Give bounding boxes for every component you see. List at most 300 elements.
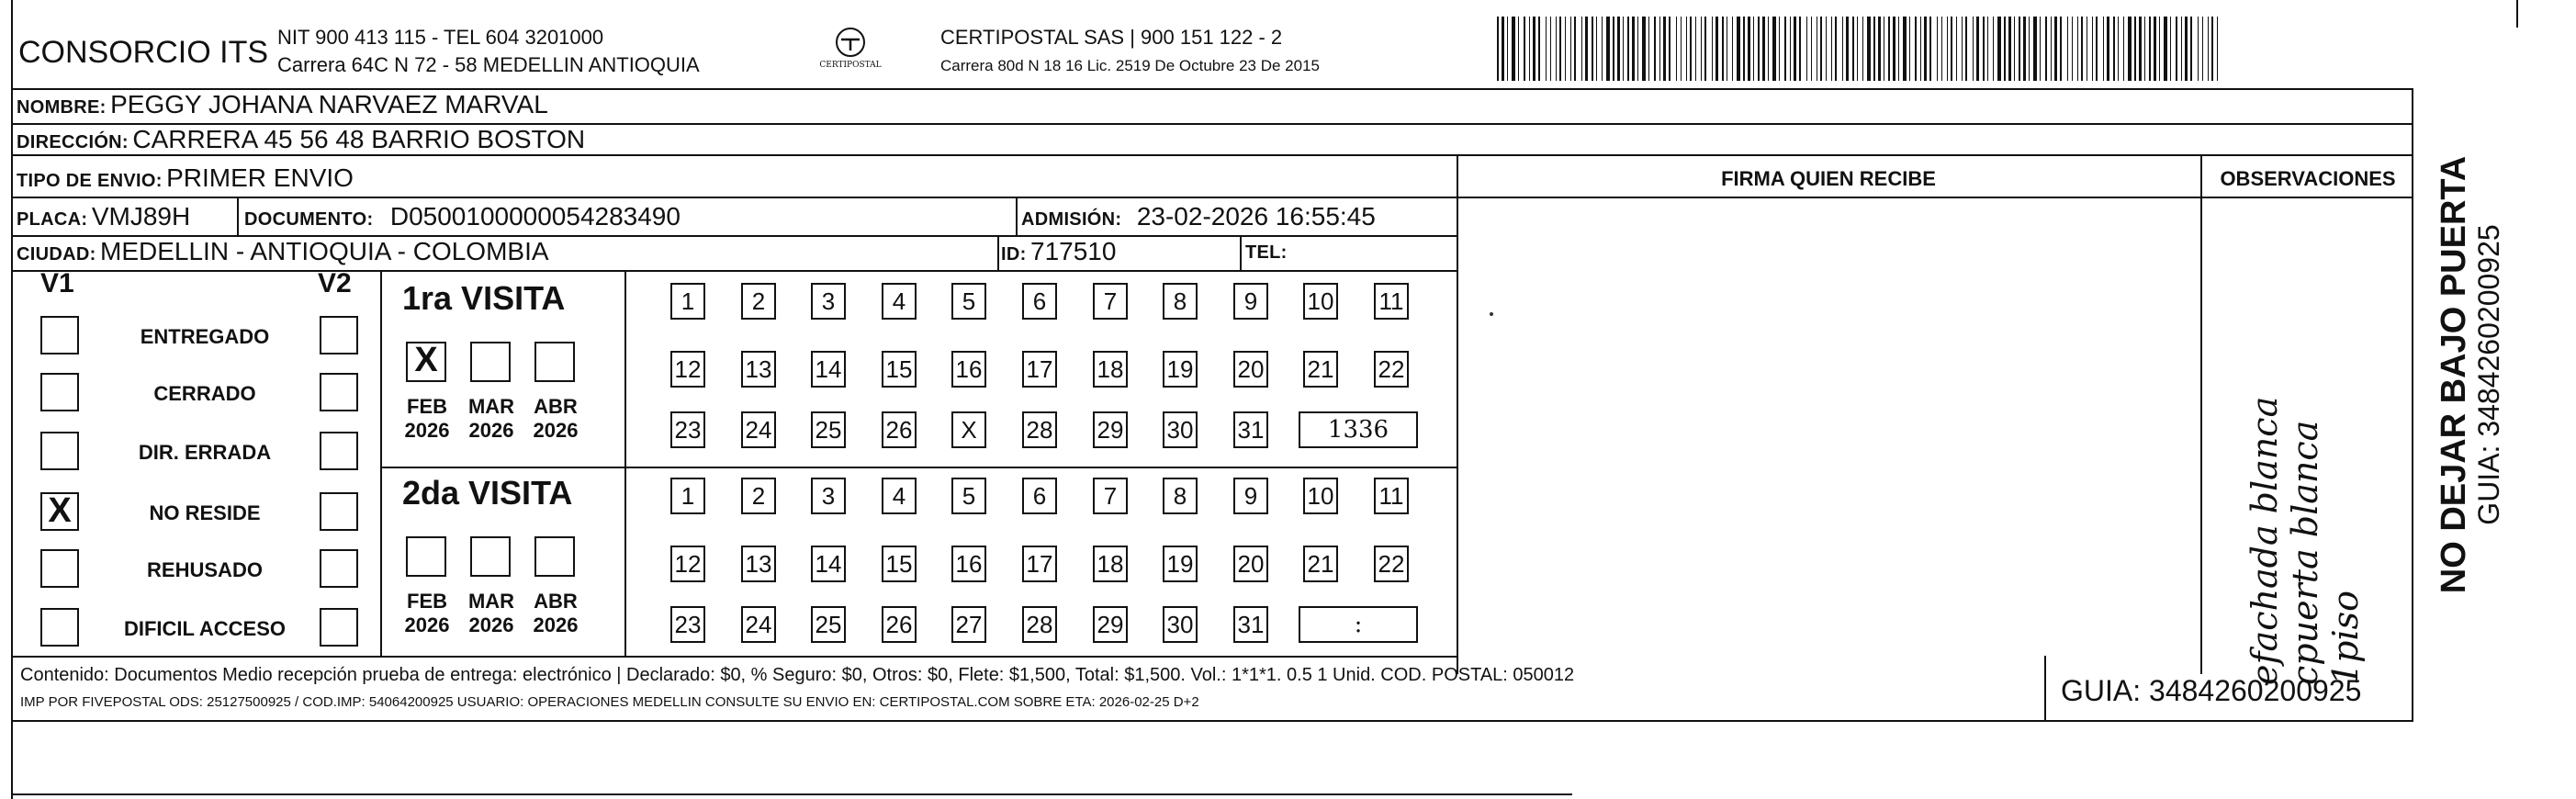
day-box[interactable]: 5 [951,478,986,514]
barcode-bar [1878,17,1881,81]
month-label: ABR [534,590,578,613]
status-v2-checkbox[interactable] [320,549,358,588]
direccion-value: CARRERA 45 56 48 BARRIO BOSTON [132,125,586,153]
day-box[interactable]: 20 [1233,351,1268,388]
col-line-obs [2200,154,2202,674]
day-box[interactable]: 26 [882,411,917,448]
barcode-bar [2045,17,2047,81]
placa-label: PLACA: [17,209,88,230]
day-box[interactable]: 14 [811,351,846,388]
barcode-bar [2077,17,2078,81]
day-box[interactable]: 12 [670,546,705,582]
barcode-bar [2159,17,2160,81]
tipo-label: TIPO DE ENVIO: [17,171,163,191]
side-line2: GUIA: 3484260200925 [2472,224,2505,525]
tipo-value: PRIMER ENVIO [166,163,354,192]
barcode-bar [1669,17,1670,81]
barcode-bar [1929,17,1931,81]
barcode-bar [1862,17,1863,81]
barcode-bar [2170,17,2171,81]
id-value: 717510 [1030,237,1117,265]
day-box[interactable]: 25 [811,606,846,643]
barcode-bar [1701,17,1702,81]
barcode-bar [1712,17,1713,81]
id-field [1001,237,1116,266]
month-checkbox[interactable] [470,536,511,577]
month-checkbox[interactable] [406,536,446,577]
year-label: 2026 [404,613,450,636]
admision-field [1021,202,1376,231]
barcode-bar [2128,17,2132,81]
day-box[interactable]: 11 [1374,283,1409,320]
row-line [13,270,1457,272]
admision-label: ADMISIÓN: [1021,209,1122,230]
barcode-bar [2004,17,2006,81]
barcode-bar [1888,17,1890,81]
year-label: 2026 [533,419,579,442]
bottom-margin-line [11,793,1572,795]
visit-split-line [380,467,1457,468]
barcode-bar [2149,17,2151,81]
day-box[interactable]: 24 [741,606,776,643]
nombre-row [17,90,548,119]
day-box[interactable]: 31 [1233,411,1268,448]
day-box[interactable]: 25 [811,411,846,448]
status-v1-checkbox[interactable] [40,316,79,354]
day-box[interactable]: 14 [811,546,846,582]
barcode-bar [1732,17,1733,81]
barcode-bar [2008,17,2011,81]
id-label: ID: [1001,244,1027,264]
barcode-bar [1993,17,1994,81]
barcode-bar [1758,17,1760,81]
barcode-bar [1983,17,1985,81]
barcode-bar [1512,17,1515,81]
id-divider [997,235,999,270]
month-checkbox[interactable] [534,536,575,577]
barcode-bar [1556,17,1557,81]
barcode-bar [1613,17,1614,81]
v2-label: V2 [318,268,352,298]
day-box[interactable]: 7 [1093,478,1128,514]
day-box[interactable]: 27 [951,606,986,643]
barcode-bar [1632,17,1635,81]
barcode-bar [1642,17,1646,81]
month-label: MAR [467,590,515,613]
visit1-title: 1ra VISITA [402,279,566,317]
day-box[interactable]: 20 [1233,546,1268,582]
tel-divider [1240,235,1242,270]
barcode-bar [1976,17,1979,81]
ciudad-value: MEDELLIN - ANTIOQUIA - COLOMBIA [100,237,549,265]
day-box[interactable]: 7 [1093,283,1128,320]
barcode-bar [1602,17,1603,81]
observaciones-label: OBSERVACIONES [2220,167,2396,190]
status-label: NO RESIDE [149,501,261,524]
day-box[interactable]: 16 [951,351,986,388]
day-box[interactable]: 12 [670,351,705,388]
barcode-bar [1748,17,1750,81]
barcode-bar [1768,17,1769,81]
day-box[interactable]: 18 [1093,546,1128,582]
day-box[interactable]: 6 [1022,478,1057,514]
barcode-bar [1965,17,1967,81]
barcode-bar [1962,17,1963,81]
right-margin-line [2516,0,2518,28]
barcode-bar [2118,17,2119,81]
barcode-bar [1695,17,1696,81]
status-label: CERRADO [153,382,256,405]
day-box[interactable]: 4 [882,478,917,514]
barcode-bar [1852,17,1854,81]
barcode-bar [1909,17,1910,81]
barcode-bar [1811,17,1812,81]
year-label: 2026 [404,419,450,442]
barcode-bar [1654,17,1656,81]
placa-value: VMJ89H [91,202,191,231]
barcode-bar [1772,17,1776,81]
time-box[interactable]: 1336 [1299,411,1418,448]
barcode-bar [2176,17,2177,81]
visit2-title: 2da VISITA [402,474,573,512]
barcode-bar [2023,17,2026,81]
ciudad-label: CIUDAD: [17,244,96,264]
admision-value: 23-02-2026 16:55:45 [1136,202,1376,231]
obs-line-2: cpuerta blanca [2285,420,2325,685]
barcode-bar [1920,17,1921,81]
barcode-bar [1743,17,1745,81]
day-box[interactable]: 15 [882,546,917,582]
firma-label: FIRMA QUIEN RECIBE [1721,167,1936,190]
barcode-bar [2040,17,2041,81]
barcode-bar [1550,17,1551,81]
day-box[interactable]: 4 [882,283,917,320]
barcode-bar [1686,17,1687,81]
month-label: FEB [407,395,447,418]
status-v2-checkbox[interactable] [320,608,358,647]
month-checkbox[interactable] [534,342,575,382]
status-label: ENTREGADO [140,325,270,348]
barcode-bar [2072,17,2073,81]
day-box[interactable]: 3 [811,478,846,514]
barcode-bar [2103,17,2104,81]
footer-line2: IMP POR FIVEPOSTAL ODS: 25127500925 / COD.IMP: 54064200925 USUARIO: OPERACIONES MEDELLIN CONSULTE SU ENVIO EN: CERTIPOSTAL.COM SOBRE ETA: 2026-02-25 D+2 [20,694,1199,710]
status-v2-checkbox[interactable] [320,373,358,411]
months-right-line [624,270,626,656]
barcode-bar [1617,17,1620,81]
day-box[interactable]: 19 [1163,351,1198,388]
signature-dot [1490,312,1493,316]
logo-text: CERTIPOSTAL [819,61,882,70]
company-address: Carrera 64C N 72 - 58 MEDELLIN ANTIOQUIA [277,53,700,76]
year-label: 2026 [533,613,579,636]
tipo-row [17,163,354,193]
barcode-bar [1715,17,1718,81]
barcode-bar [1596,17,1597,81]
barcode-bar [1570,17,1571,81]
barcode-bar [1574,17,1576,81]
day-box[interactable]: 29 [1093,411,1128,448]
direccion-row [17,125,585,154]
barcode-bar [1585,17,1588,81]
day-box[interactable]: 8 [1163,283,1198,320]
barcode-bar [1857,17,1858,81]
barcode-bar [1533,17,1535,81]
observaciones-handwriting [2204,220,2406,685]
barcode-bar [2211,17,2213,81]
barcode-bar [1997,17,2001,81]
barcode-bar [1690,17,1692,81]
documento-label: DOCUMENTO: [244,209,374,230]
obs-line-1: efachada blanca [2244,396,2285,685]
status-label: DIR. ERRADA [138,441,272,464]
ciudad-field [17,237,549,266]
barcode-bar [1806,17,1807,81]
barcode-bar [1973,17,1974,81]
day-box[interactable]: 17 [1022,546,1057,582]
status-right-line [380,270,382,656]
documento-field [244,202,681,231]
barcode-bar [2190,17,2192,81]
status-v2-checkbox[interactable] [320,316,358,354]
barcode-bar [1648,17,1649,81]
barcode-bar [1941,17,1942,81]
barcode-bar [1606,17,1610,81]
status-v2-checkbox[interactable] [320,432,358,470]
day-box[interactable]: 3 [811,283,846,320]
barcode-bar [2123,17,2124,81]
barcode-bar [1951,17,1952,81]
barcode-bar [2014,17,2015,81]
barcode-bar [2051,17,2052,81]
barcode-bar [1937,17,1938,81]
status-v1-checkbox[interactable] [40,608,79,647]
day-box[interactable]: 18 [1093,351,1128,388]
col-line-firma [1457,154,1458,674]
barcode-bar [1893,17,1895,81]
barcode-bar [2067,17,2068,81]
v1-label: V1 [40,268,74,298]
admision-divider [1016,197,1018,235]
barcode-bar [1831,17,1832,81]
barcode-bar [1518,17,1519,81]
day-box[interactable]: 10 [1303,283,1338,320]
barcode-bar [1581,17,1582,81]
barcode-bar [1779,17,1780,81]
barcode-bar [2107,17,2109,81]
barcode-bar [1947,17,1948,81]
day-box[interactable]: 24 [741,411,776,448]
barcode-bar [2081,17,2083,81]
day-box[interactable]: 28 [1022,411,1057,448]
tel-label: TEL: [1245,242,1288,263]
barcode-bar [2134,17,2136,81]
barcode-bar [1659,17,1660,81]
day-box[interactable]: 11 [1374,478,1409,514]
side-text [2415,119,2525,634]
day-box[interactable]: 1 [670,283,705,320]
barcode-bar [2139,17,2142,81]
barcode-bar [1784,17,1786,81]
placa-divider [237,197,239,235]
day-box[interactable]: 22 [1374,351,1409,388]
day-box[interactable]: 2 [741,283,776,320]
barcode-bar [1987,17,1988,81]
day-box[interactable]: 31 [1233,606,1268,643]
barcode-bar [1915,17,1917,81]
barcode-bar [2154,17,2156,81]
barcode-bar [2096,17,2098,81]
footer-guia: GUIA: 3484260200925 [2061,674,2362,707]
day-box[interactable]: 30 [1163,606,1198,643]
side-line1: NO DEJAR BAJO PUERTA [2435,155,2473,594]
barcode-bar [2033,17,2037,81]
barcode-bar [1794,17,1796,81]
certipostal-line1: CERTIPOSTAL SAS | 900 151 122 - 2 [940,26,1283,49]
day-box[interactable]: 8 [1163,478,1198,514]
day-box[interactable]: 6 [1022,283,1057,320]
barcode-bar [1676,17,1677,81]
barcode-bar [2164,17,2167,81]
day-box[interactable]: 17 [1022,351,1057,388]
barcode-bar [1799,17,1801,81]
barcode-bar [2185,17,2188,81]
barcode-bar [2060,17,2062,81]
day-box[interactable]: X [951,411,986,448]
barcode-bar [1592,17,1593,81]
barcode-bar [1681,17,1682,81]
barcode-bar [1663,17,1666,81]
status-v1-checkbox[interactable] [40,549,79,588]
day-box[interactable]: 22 [1374,546,1409,582]
barcode-bar [1502,17,1504,81]
certipostal-logo [814,26,887,76]
documento-value: D0500100000054283490 [389,202,681,231]
barcode-bar [2217,17,2218,81]
day-box[interactable]: 9 [1233,478,1268,514]
tel-field [1245,242,1288,264]
day-box[interactable]: 21 [1303,351,1338,388]
day-box[interactable]: 19 [1163,546,1198,582]
barcode-bar [1898,17,1899,81]
month-label: MAR [467,395,515,418]
barcode-bar [1835,17,1837,81]
barcode-bar [1546,17,1547,81]
placa-field [17,202,190,231]
direccion-label: DIRECCIÓN: [17,132,129,152]
barcode-bar [1753,17,1754,81]
barcode-bar [2198,17,2199,81]
month-label: ABR [534,395,578,418]
barcode-bar [1623,17,1624,81]
barcode-bar [1820,17,1822,81]
day-box[interactable]: 23 [670,411,705,448]
barcode-bar [2054,17,2057,81]
barcode-bar [1790,17,1791,81]
day-box[interactable]: 30 [1163,411,1198,448]
status-v1-checkbox[interactable]: X [40,492,79,531]
barcode-bar [1538,17,1540,81]
footer-guia-divider [2044,656,2046,722]
month-checkbox[interactable] [470,342,511,382]
status-v1-checkbox[interactable] [40,432,79,470]
barcode-bar [2144,17,2145,81]
barcode-bar [2181,17,2182,81]
day-box[interactable]: 23 [670,606,705,643]
barcode-bar [2092,17,2093,81]
barcode-bar [1559,17,1561,81]
barcode-bar [1704,17,1706,81]
day-box[interactable]: 28 [1022,606,1057,643]
barcode-bar [1627,17,1629,81]
barcode-bar [2029,17,2030,81]
nombre-label: NOMBRE: [17,97,107,118]
status-bottom-line [13,656,1457,658]
barcode-bar [1722,17,1724,81]
barcode-icon [1493,15,2228,84]
day-box[interactable]: 5 [951,283,986,320]
month-checkbox[interactable]: X [406,342,446,382]
company-nit: NIT 900 413 115 - TEL 604 3201000 [277,26,604,49]
row-line [13,197,2412,198]
day-box[interactable]: 26 [882,606,917,643]
day-box[interactable]: 13 [741,546,776,582]
barcode-bar [2019,17,2020,81]
day-box[interactable]: 13 [741,351,776,388]
barcode-bar [2202,17,2203,81]
status-v2-checkbox[interactable] [320,492,358,531]
nombre-value: PEGGY JOHANA NARVAEZ MARVAL [110,90,548,118]
day-box[interactable]: 2 [741,478,776,514]
barcode-bar [1846,17,1849,81]
barcode-bar [2113,17,2115,81]
barcode-bar [1529,17,1530,81]
obs-line-3: 1piso [2325,590,2366,685]
status-label: DIFICIL ACCESO [123,617,286,640]
barcode-bar [1956,17,1957,81]
certipostal-line2: Carrera 80d N 18 16 Lic. 2519 De Octubre 23 De 2015 [940,57,1320,74]
year-label: 2026 [468,613,514,636]
barcode-bar [1842,17,1843,81]
footer-line1: Contenido: Documentos Medio recepción prueba de entrega: electrónico | Declarado: $0, % Seguro: $0, Otros: $0, Flete: $1,500, Total: $1,500. Vol.: 1*1*1. 0.5 1 Unid. COD. POSTAL: 050012 [20,665,1575,685]
time-box[interactable]: : [1299,606,1418,643]
year-label: 2026 [468,419,514,442]
status-v1-checkbox[interactable] [40,373,79,411]
barcode-bar [1762,17,1765,81]
month-label: FEB [407,590,447,613]
company-name: CONSORCIO ITS [18,35,269,70]
barcode-bar [1507,17,1508,81]
barcode-bar [2208,17,2209,81]
day-box[interactable]: 9 [1233,283,1268,320]
barcode-bar [1826,17,1827,81]
day-box[interactable]: 10 [1303,478,1338,514]
day-box[interactable]: 29 [1093,606,1128,643]
day-box[interactable]: 15 [882,351,917,388]
barcode-bar [1497,17,1499,81]
barcode-bar [1903,17,1907,81]
day-box[interactable]: 16 [951,546,986,582]
barcode-bar [1924,17,1927,81]
barcode-bar [1565,17,1566,81]
barcode-bar [1737,17,1740,81]
barcode-bar [1524,17,1525,81]
barcode-bar [1637,17,1638,81]
status-label: REHUSADO [147,558,263,581]
barcode-bar [1873,17,1875,81]
day-box[interactable]: 21 [1303,546,1338,582]
day-box[interactable]: 1 [670,478,705,514]
